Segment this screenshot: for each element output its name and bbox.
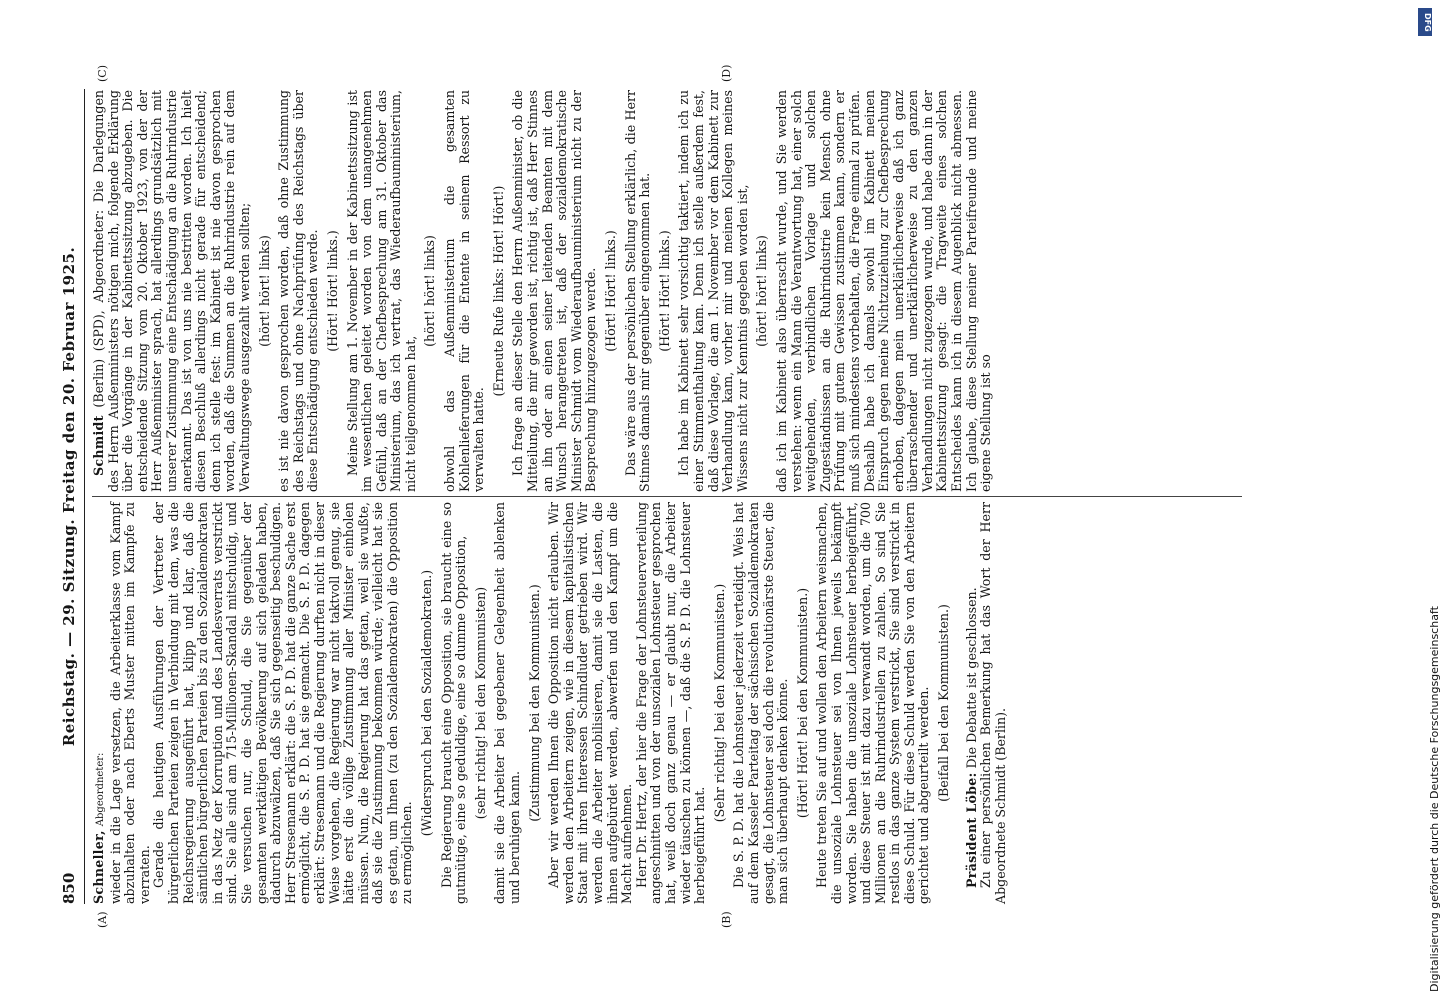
paragraph: obwohl das Außenministerium die gesamten Kohlenlieferungen für die Entente in seinem Ressort zu verwalten hatte. xyxy=(442,90,487,492)
interjection: (Hört! Hört! links.) xyxy=(324,230,340,352)
president-statement xyxy=(965,502,980,904)
digitization-note-text: Digitalisierung gefördert durch die Deutsche Forschungsgemeinschaft xyxy=(1428,606,1441,992)
page-number: 850 xyxy=(60,872,78,904)
paragraph: Die Regierung braucht eine Opposition, sie braucht eine so gutmütige, eine so geduldige, eine so dumme Opposition, xyxy=(438,502,469,904)
margin-mark-c: (C) xyxy=(96,65,109,82)
president-name: Präsident Löbe: xyxy=(963,772,979,888)
paragraph: Das wäre aus der persönlichen Stellung erklärlich, die Herr Stinnes damals mir gegenüber eingenommen hat. xyxy=(622,90,653,492)
speaker-line xyxy=(92,502,109,904)
margin-mark-b: (B) xyxy=(720,911,733,928)
paragraph: Herr Dr. Hertz, der hier die Frage der Lohnsteuerverteilung angeschnitten und von der unsozialen Lohnsteuer gesprochen hat, weiß doch ganz genau — er glaubt nur, die Arbeiter wieder täuschen zu können —, daß die S. P. D. die Lohnsteuer herbeigeführt hat. xyxy=(633,502,708,904)
interjection: (Zustimmung bei den Kommunisten.) xyxy=(526,584,542,822)
margin-mark-d: (D) xyxy=(720,64,733,82)
speaker-name: Schneller, xyxy=(91,830,106,904)
paragraph: Heute treten Sie auf und wollen den Arbeitern weismachen, die unsoziale Lohnsteuer sei von Ihnen jeweils bekämpft worden. Sie haben die unsoziale Lohnsteuer herbeigeführt, und diese Steuer ist mit dazu verwandt worden, um die 700 Millionen an die Ruhrindustriellen zu zahlen. So sind Sie restlos in das ganze System verstrickt, Sie sind verstrickt in diese Schuld. Für diese Schuld werden Sie von den Arbeitern gerichtet und abgeurteilt werden. xyxy=(814,502,932,904)
interjection: (Hört! Hört! bei den Kommunisten.) xyxy=(794,587,810,819)
right-column xyxy=(92,90,994,492)
paragraph: Zu einer persönlichen Bemerkung hat das Wort der Herr Abgeordnete Schmidt (Berlin). xyxy=(978,502,1008,904)
paragraph: Meine Stellung am 1. November in der Kabinettssitzung ist im wesentlichen geleitet worden von dem unangenehmen Gefühl, daß an der Chefbesprechung am 31. Oktober das Ministerium, das ich vertrat, das Wiederaufbauministerium, nicht teilgenommen hat, xyxy=(344,90,418,492)
paragraph: Ich frage an dieser Stelle den Herrn Außenminister, ob die Mitteilung, die mir geworden ist, richtig ist, daß Herr Stinnes an ihn oder an einen seiner leitenden Beamten mit dem Wunsch herangetreten ist, daß der sozialdemokratische Minister Schmidt vom Wiederaufbauministerium nicht zu der Besprechung hinzugezogen werde. xyxy=(510,90,599,492)
paragraph: daß ich im Kabinett also überrascht wurde, und Sie werden verstehen: wenn ein Mann die Verantwortung hat, einer solch weitgehenden, verbindlichen Vorlage und solchen Zugeständnissen an die Ruhrindustrie kein Mensch ohne Prüfung mit gutem Gewissen zustimmen kann, sondern er muß sich mindestens vorbehalten, die Frage einmal zu prüfen. Deshalb habe ich damals sowohl im Kabinett meinen Einspruch gegen meine Nichtzuziehung zur Chefbesprechung erhoben, dagegen mein unerklärlicherweise daß ich ganz überraschender und unerklärlicherweise zu den ganzen Verhandlungen nicht zugezogen wurde, und habe dann in der Kabinettssitzung gesagt: die Tragweite eines solchen Entscheides kann ich in diesem Augenblick nicht abmessen. Ich glaube, diese Stellung meiner Parteifreunde und meine eigene Stellung ist so xyxy=(773,90,994,492)
paragraph: Aber wir werden Ihnen die Opposition nicht erlauben. Wir werden den Arbeitern zeigen, wie in diesem kapitalistischen Staat mit ihren Interessen Schindluder getrieben wird. Wir werden die Arbeiter mobilisieren, damit sie die Lasten, die ihnen aufgebürdet werden, abwerfen und den Kampf um die Macht aufnehmen. xyxy=(546,502,635,904)
dfg-logo: DFG xyxy=(1418,8,1432,36)
paragraph: damit sie die Arbeiter bei gegebener Gelegenheit ablenken und beruhigen kann. xyxy=(492,502,523,904)
interjection: (Beifall bei den Kommunisten.) xyxy=(936,604,952,802)
paragraph-text: (Berlin) (SPD), Abgeordneter: Die Darlegungen des Herrn Außenministers nötigen mich, folgende Erklärung über die Vorgänge in der Kabinettssitzung abzugeben. Die entscheidende Sitzung vom 20. Oktober 1923, von der der Herr Außenminister sprach, hat allerdings grundsätzlich mit unserer Zustimmung eine Entschädigung an die Ruhrindustrie anerkannt. Das ist von uns nie bestritten worden. Ich hielt diesen Beschluß allerdings nicht gerade für entscheidend; denn ich stelle fest: im Kabinett ist nie davon gesprochen worden, daß die Summen an die Ruhrindustrie rein auf dem Verwaltungswege ausgezahlt werden sollten; xyxy=(91,89,252,492)
speaker-role: Abgeordneter: xyxy=(95,752,106,827)
paragraph: Die S. P. D. hat die Lohnsteuer jederzeit verteidigt. Weis hat auf dem Kasseler Parteitag der sächsischen Sozialdemokraten gesagt, die Lohnsteuer sei doch die revolutionärste Steuer, die man sich überhaupt denken könne. xyxy=(731,502,791,904)
paragraph: Gerade die heutigen Ausführungen der Vertreter der bürgerlichen Parteien zeigen in Verbindung mit dem, was die Reichsregierung ausgeführt hat, klipp und klar, daß die sämtlichen bürgerlichen Parteien bis zu den Sozialdemokraten in das Netz der Korruption und des Landesverrats verstrickt sind. Sie alle sind am 715-Millionen-Skandal mitschuldig, und Sie versuchen nur, die Schuld, die Sie gegenüber der gesamten werktätigen Bevölkerung auf sich geladen haben, dadurch abzuwälzen, daß Sie sich gegenseitig beschuldigen. Herr Stresemann erklärt: die S. P. D. hat die ganze Sache erst ermöglicht, die S. P. D. hat sie gemacht. Die S. P. D. dagegen erklärt: Stresemann und die Regierung durften nicht in dieser Weise vorgehen, die Regierung war nicht taktvoll genug, sie hätte erst die völlige Zustimmung aller Minister einholen müssen. Nun, die Regierung hat das getan, weil sie wußte, daß sie die Zustimmung bekommen würde; vielleicht hat sie es getan, um Ihnen (zu den Sozialdemokraten) die Opposition zu ermöglichen. xyxy=(151,502,415,904)
running-title: Reichstag. — 29. Sitzung. Freitag den 20. Februar 1925. xyxy=(60,246,78,747)
paragraph: Ich habe im Kabinett sehr vorsichtig taktiert, indem ich zu einer Stimmenthaltung kam. Denn ich stelle außerdem fest, daß diese Vorlage, die am 1. November vor dem Kabinett zur Verhandlung kam, vorher mir und meinen Kollegen meines Wissens nicht zur Kenntnis gegeben worden ist, xyxy=(676,90,750,492)
interjection: (Sehr richtig! bei den Kommunisten.) xyxy=(711,583,727,823)
paragraph: es ist nie davon gesprochen worden, daß ohne Zustimmung des Reichstags und ohne Nachprüfung des Reichstags über diese Entschädigung entschieden werde. xyxy=(276,90,321,492)
column-divider xyxy=(92,496,1242,497)
speaker-paragraph xyxy=(92,90,253,492)
interjection: (hört! hört! links) xyxy=(256,235,272,347)
paragraph: wieder in die Lage versetzen, die Arbeiterklasse vom Kampf abzuhalten oder nach Eberts Muster mitten im Kampfe zu verraten. xyxy=(107,502,152,904)
interjection: (sehr richtig! bei den Kommunisten) xyxy=(472,586,488,820)
header-rule xyxy=(84,89,85,904)
interjection: (Erneute Rufe links: Hört! Hört!) xyxy=(490,185,506,397)
interjection: (Hört! Hört! links.) xyxy=(656,230,672,352)
speaker-name: Schmidt xyxy=(91,415,106,476)
interjection: (Hört! Hört! links.) xyxy=(603,230,618,352)
president-text: Die Debatte ist geschlossen. xyxy=(963,587,979,769)
interjection: (Widerspruch bei den Sozialdemokraten.) xyxy=(419,569,435,837)
margin-mark-a: (A) xyxy=(96,911,109,928)
interjection: (hört! hört! links) xyxy=(422,235,438,347)
interjection: (hört! hört! links) xyxy=(754,235,770,347)
left-column xyxy=(92,502,1008,904)
running-header xyxy=(60,89,82,904)
